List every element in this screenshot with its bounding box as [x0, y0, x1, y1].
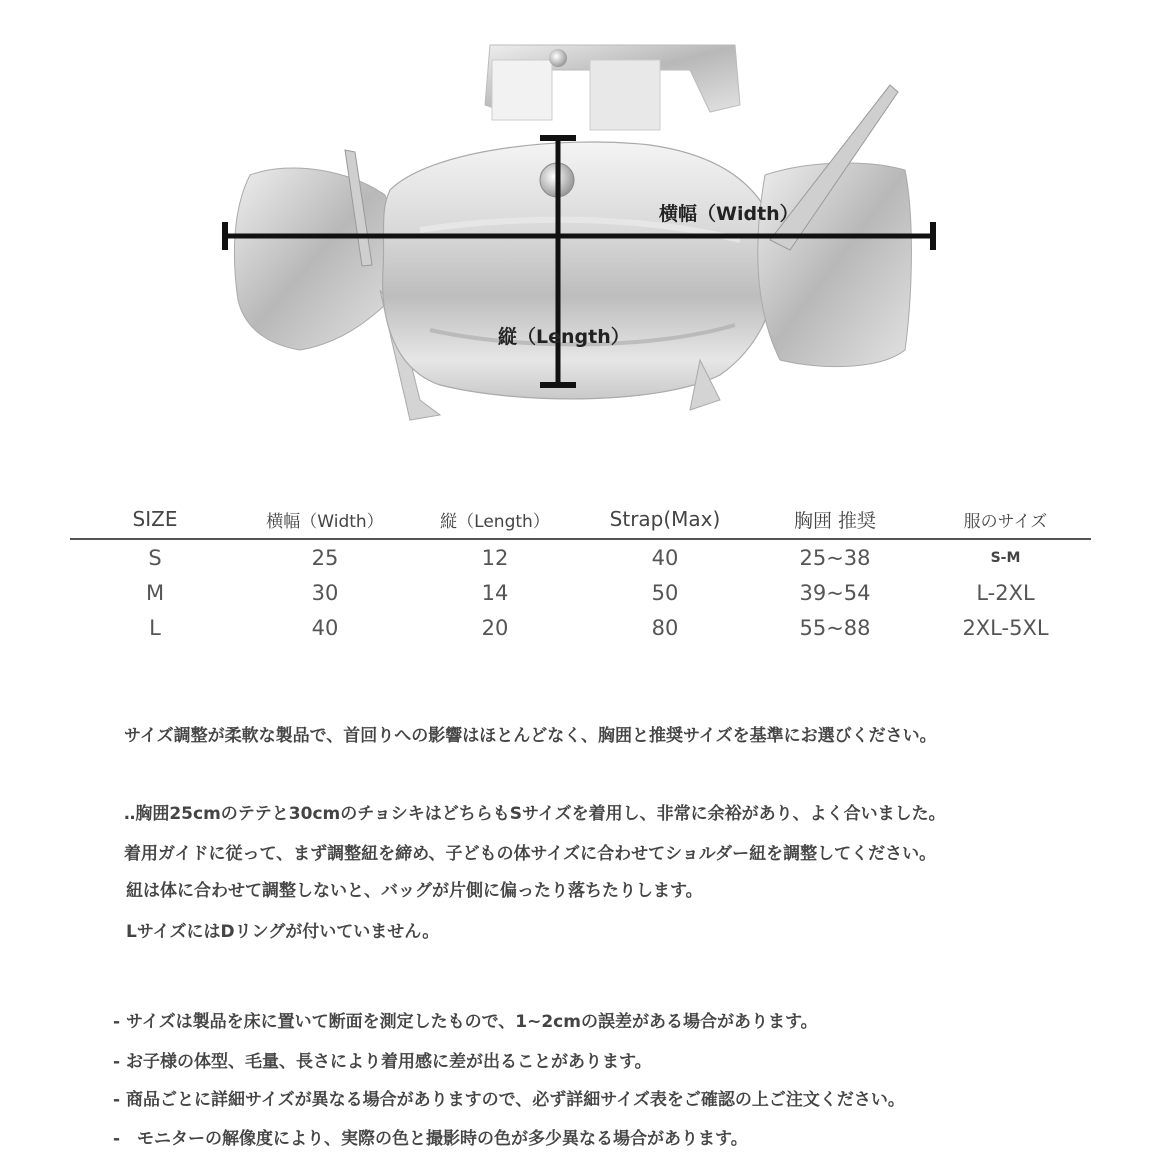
note-d-ring: LサイズにはDリングが付いていません。 — [126, 922, 440, 942]
cell-width: 40 — [311, 615, 339, 640]
cell-chest: 25~38 — [799, 545, 871, 570]
length-dimension-label: 縦（Length） — [498, 326, 630, 348]
cell-size: S — [148, 545, 162, 570]
cell-width: 25 — [311, 545, 339, 570]
size-table — [70, 500, 1091, 645]
note-size-guidance: サイズ調整が柔軟な製品で、首回りへの影響はほとんどなく、胸囲と推奨サイズを基準にお選びください。 — [124, 726, 937, 746]
cell-clothes-size: L-2XL — [976, 580, 1035, 605]
disclaimer-size-chart: - 商品ごとに詳細サイズが異なる場合がありますので、必ず詳細サイズ表をご確認の上ご注文ください。 — [113, 1090, 905, 1110]
cell-strap: 50 — [651, 580, 679, 605]
note-fit-example: ‥胸囲25cmのテテと30cmのチョシキはどちらもSサイズを着用し、非常に余裕があり、よく合いました。 — [124, 804, 946, 824]
header-chest: 胸囲 推奨 — [750, 500, 920, 539]
table-row — [70, 575, 1091, 610]
header-length: 縦（Length） — [410, 500, 580, 539]
disclaimer-measurement: - サイズは製品を床に置いて断面を測定したもので、1~2cmの誤差がある場合があります。 — [113, 1012, 818, 1032]
table-header-row — [70, 500, 1091, 539]
note-strap-warning: 紐は体に合わせて調整しないと、バッグが片側に偏ったり落ちたりします。 — [126, 881, 703, 901]
width-dimension-label: 横幅（Width） — [659, 203, 799, 225]
cell-length: 20 — [481, 615, 509, 640]
disclaimer-fit: - お子様の体型、毛量、長さにより着用感に差が出ることがあります。 — [113, 1052, 652, 1072]
header-size: SIZE — [70, 500, 240, 539]
note-adjust-guide: 着用ガイドに従って、まず調整紐を締め、子どもの体サイズに合わせてショルダー紐を調整してください。 — [124, 844, 937, 864]
table-row — [70, 539, 1091, 575]
cell-length: 12 — [481, 545, 509, 570]
cell-size: L — [149, 615, 161, 640]
header-width: 横幅（Width） — [240, 500, 410, 539]
cell-strap: 80 — [651, 615, 679, 640]
cell-clothes-size: 2XL-5XL — [962, 615, 1049, 640]
cell-strap: 40 — [651, 545, 679, 570]
cell-length: 14 — [481, 580, 509, 605]
cell-width: 30 — [311, 580, 339, 605]
cell-clothes-size: S-M — [990, 549, 1021, 566]
table-row — [70, 610, 1091, 645]
silver-candy-bag-image — [0, 0, 1159, 460]
cell-chest: 55~88 — [799, 615, 871, 640]
disclaimer-color: - モニターの解像度により、実際の色と撮影時の色が多少異なる場合があります。 — [113, 1129, 748, 1149]
cell-size: M — [145, 580, 165, 605]
product-figure — [0, 0, 1159, 460]
header-strap: Strap(Max) — [580, 500, 750, 539]
cell-chest: 39~54 — [799, 580, 871, 605]
header-clothes-size: 服のサイズ — [920, 500, 1091, 539]
